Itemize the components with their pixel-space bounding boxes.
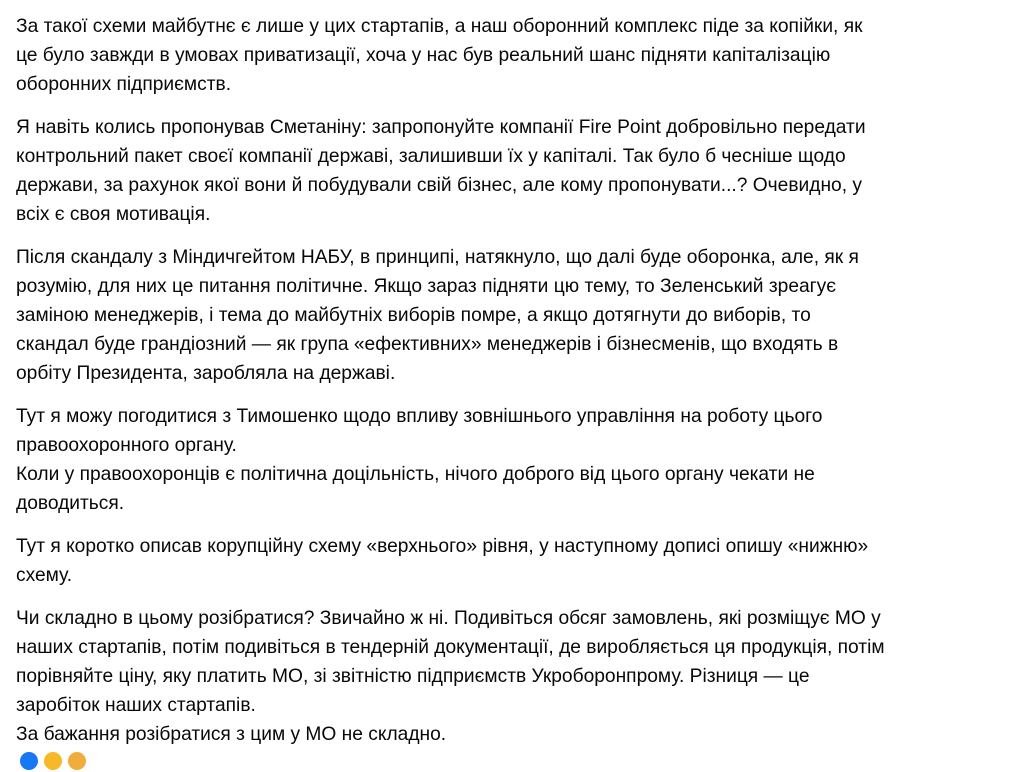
reaction-icons[interactable] (18, 750, 88, 772)
paragraph-line: заміною менеджерів, і тема до майбутніх виборів помре, а якщо дотягнути до виборів, то (16, 305, 811, 326)
paragraph-line: орбіту Президента, заробляла на державі. (16, 363, 396, 384)
paragraph-line: За такої схеми майбутнє є лише у цих стартапів, а наш оборонний комплекс піде за копійки, як (16, 16, 863, 37)
post-paragraph (16, 604, 1014, 749)
paragraph-line: Тут я коротко описав корупційну схему «верхнього» рівня, у наступному дописі опишу «нижню» (16, 536, 869, 557)
paragraph-line: Після скандалу з Міндичгейтом НАБУ, в принципі, натякнуло, що далі буде оборонка, але, як я (16, 247, 859, 268)
like-reaction-icon[interactable] (18, 750, 40, 772)
paragraph-line: заробіток наших стартапів. (16, 695, 256, 716)
paragraph-line: За бажання розібратися з цим у МО не складно. (16, 724, 447, 745)
paragraph-line: оборонних підприємств. (16, 74, 232, 95)
paragraph-line: скандал буде грандіозний — як група «ефективних» менеджерів і бізнесменів, що входять в (16, 334, 839, 355)
paragraph-line: Чи складно в цьому розібратися? Звичайно ж ні. Подивіться обсяг замовлень, які розміщує МО у (16, 608, 881, 629)
post-paragraph (16, 532, 1014, 590)
paragraph-line: контрольний пакет своєї компанії державі, залишивши їх у капіталі. Так було б чесніше щодо (16, 146, 846, 167)
paragraph-line: держави, за рахунок якої вони й побудували свій бізнес, але кому пропонувати...? Очевидно, у (16, 175, 862, 196)
paragraph-line: правоохоронного органу. (16, 435, 237, 456)
post-paragraph (16, 12, 1014, 99)
paragraph-line: це було завжди в умовах приватизації, хоча у нас був реальний шанс підняти капіталізацію (16, 45, 831, 66)
love-reaction-icon[interactable] (42, 750, 64, 772)
paragraph-line: схему. (16, 565, 73, 586)
paragraph-line: наших стартапів, потім подивіться в тендерній документації, де виробляється ця продукція, потім (16, 637, 885, 658)
paragraph-line: порівняйте ціну, яку платить МО, зі звітністю підприємств Укроборонпрому. Різниця — це (16, 666, 810, 687)
post-paragraph (16, 113, 1014, 229)
post-paragraph (16, 243, 1014, 388)
post-paragraph (16, 402, 1014, 518)
paragraph-line: всіх є своя мотивація. (16, 204, 211, 225)
paragraph-line: Коли у правоохоронців є політична доцільність, нічого доброго від цього органу чекати не (16, 464, 815, 485)
paragraph-line: Тут я можу погодитися з Тимошенко щодо впливу зовнішнього управління на роботу цього (16, 406, 823, 427)
paragraph-line: розумію, для них це питання політичне. Якщо зараз підняти цю тему, то Зеленський зреагує (16, 276, 837, 297)
paragraph-line: доводиться. (16, 493, 125, 514)
paragraph-line: Я навіть колись пропонував Сметаніну: запропонуйте компанії Fire Point добровільно передати (16, 117, 866, 138)
wow-reaction-icon[interactable] (66, 750, 88, 772)
